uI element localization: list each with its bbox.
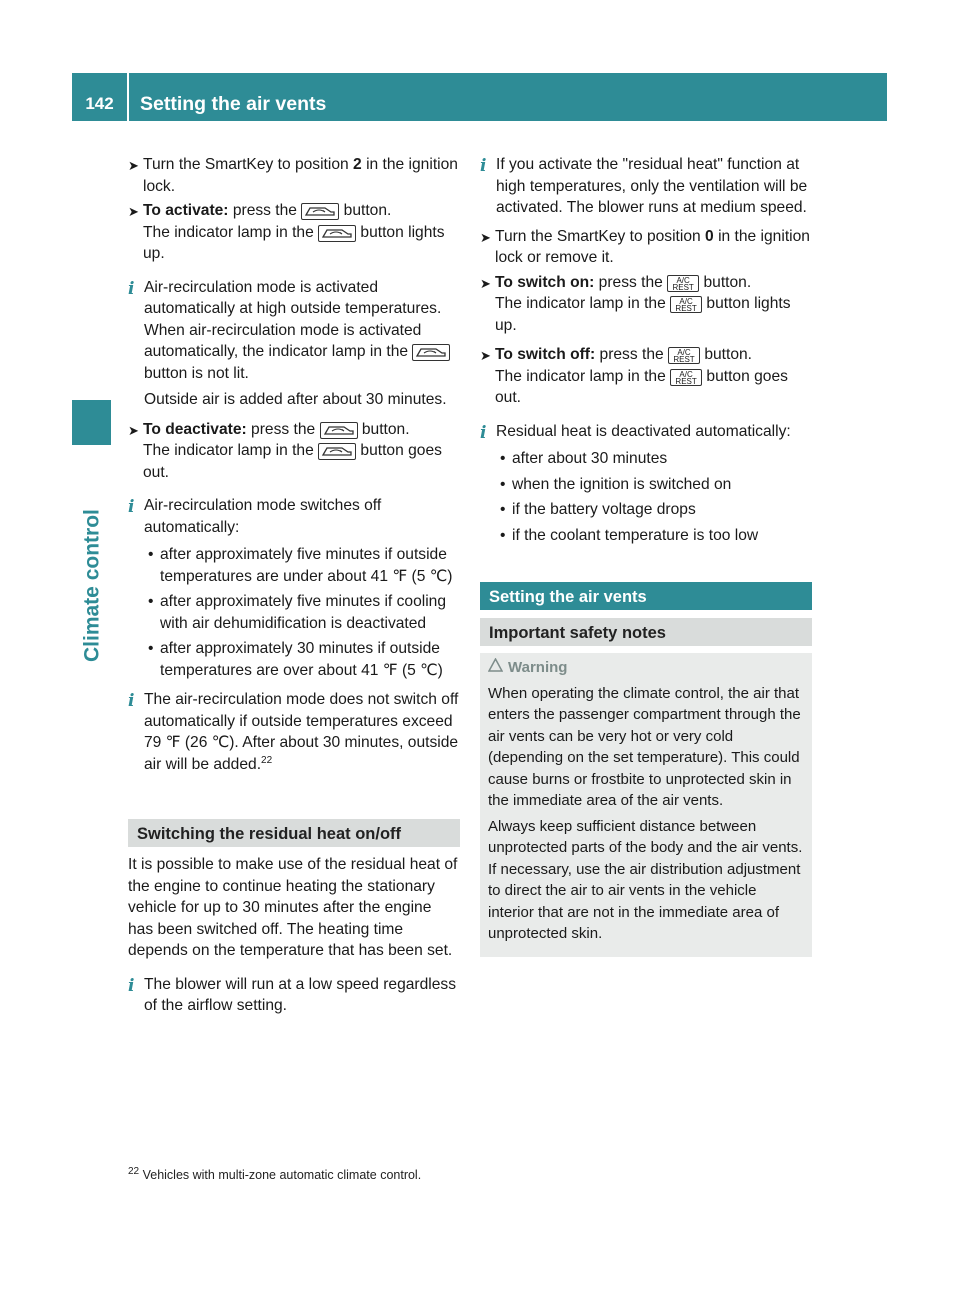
chapter-tab-label: Climate control <box>79 509 103 662</box>
ac-rest-button-icon: A/C REST <box>670 296 702 313</box>
step-turn-key-0: ➤ Turn the SmartKey to position 0 in the ignition lock or remove it. <box>480 227 810 266</box>
warning-text: When operating the climate control, the air that enters the passenger compartment through the air vents can be very hot or very cold (depending on the set temperature). This could cause burns or frostbite to unprotected skin in the immediate area of the air vents. <box>488 684 801 809</box>
info-note-blower: i The blower will run at a low speed regardless of the airflow setting. <box>128 975 457 1014</box>
recirculation-button-icon <box>318 443 356 460</box>
info-icon: i <box>128 497 135 517</box>
right-column <box>480 154 812 957</box>
recirculation-button-icon <box>301 203 339 220</box>
header-divider <box>127 73 129 121</box>
arrow-icon: ➤ <box>128 422 139 438</box>
recirculation-button-icon <box>412 344 450 361</box>
warning-box <box>480 653 812 957</box>
page-title: Setting the air vents <box>140 93 327 115</box>
residual-off-list <box>496 448 812 546</box>
arrow-icon: ➤ <box>480 229 491 245</box>
side-marker <box>72 400 111 445</box>
info-note-residual-off: i Residual heat is deactivated automatically: • after about 30 minutes • when the ignition is switched on • if the battery voltage drops • if the coolant temperature is too low <box>480 421 812 547</box>
ac-rest-button-icon: A/C REST <box>668 347 700 364</box>
info-icon: i <box>480 422 487 443</box>
recirculation-button-icon <box>320 422 358 439</box>
info-icon: i <box>128 691 135 711</box>
warning-text: Always keep sufficient distance between unprotected parts of the body and the air vents. If necessary, use the air distribution adjustment to direct the air to air vents in the vehicle interior that are not in the immediate area of unprotected skin. <box>488 817 803 942</box>
section-heading-air-vents: Setting the air vents <box>480 582 812 610</box>
page-header <box>72 73 887 121</box>
step-switch-off: ➤ To switch off: press the A/C REST button. The indicator lamp in the A/C REST button goes out. <box>480 346 788 406</box>
list-item: • if the coolant temperature is too low <box>496 525 812 547</box>
list-item: • after approximately five minutes if cooling with air dehumidification is deactivated <box>144 591 460 634</box>
auto-off-list <box>144 544 460 681</box>
footnote: $^{22}$ Vehicles with multi-zone automatic climate control. <box>128 1165 422 1182</box>
subheading-safety-notes: Important safety notes <box>480 618 812 646</box>
arrow-icon: ➤ <box>480 348 491 363</box>
list-item: • when the ignition is switched on <box>496 474 812 496</box>
info-note-high-temp: i The air-recirculation mode does not switch off automatically if outside temperatures exceed 79 ℉ (26 ℃). After about 30 minutes, outside air will be added.$^{22}$ <box>128 691 459 773</box>
ac-rest-button-icon: A/C REST <box>670 369 702 386</box>
info-icon: i <box>480 156 487 176</box>
recirculation-button-icon <box>318 225 356 242</box>
info-icon: i <box>128 278 135 299</box>
section-heading-residual-heat: Switching the residual heat on/off <box>128 819 460 847</box>
list-item: • after approximately five minutes if outside temperatures are under about 41 ℉ (5 ℃) <box>144 544 460 587</box>
list-item: • if the battery voltage drops <box>496 499 812 521</box>
info-note-residual-high-temp: i If you activate the "residual heat" function at high temperatures, only the ventilation will be activated. The blower runs at medium speed. <box>480 156 808 216</box>
chapter-tab <box>72 462 111 662</box>
info-icon: i <box>128 975 135 996</box>
step-switch-on: ➤ To switch on: press the A/C REST button. The indicator lamp in the A/C REST button lights up. <box>480 273 791 334</box>
step-deactivate: ➤ To deactivate: press the button. The indicator lamp in the button goes out. <box>128 420 442 481</box>
list-item: • after approximately 30 minutes if outside temperatures are over about 41 ℉ (5 ℃) <box>144 638 460 681</box>
info-note-auto-activate: i Air-recirculation mode is activated automatically at high outside temperatures. When air-recirculation mode is activated automatically, the indicator lamp in the button is not lit. Outside air is added after about 30 minutes. <box>128 277 460 411</box>
arrow-icon: ➤ <box>128 158 139 173</box>
step-turn-key: ➤ Turn the SmartKey to position 2 in the ignition lock. <box>128 156 458 195</box>
info-note-auto-off: i Air-recirculation mode switches off automatically: • after approximately five minutes if outside temperatures are under about 41 ℉ (5 ℃) • after approximately five minutes if cooling with air dehumidification is deactivated • after approximately 30 minutes if outside temperatures are over about 41 ℉ (5 ℃) <box>128 495 460 681</box>
warning-title: Warning <box>488 657 804 679</box>
page-number: 142 <box>85 94 114 113</box>
list-item: • after about 30 minutes <box>496 448 812 470</box>
left-column <box>128 154 460 1022</box>
warning-triangle-icon <box>488 657 503 679</box>
ac-rest-button-icon: A/C REST <box>667 275 699 292</box>
arrow-icon: ➤ <box>480 275 491 291</box>
arrow-icon: ➤ <box>128 204 139 219</box>
step-activate: ➤ To activate: press the button. The indicator lamp in the button lights up. <box>128 202 445 262</box>
footnote-ref[interactable]: 22 <box>261 754 273 766</box>
residual-heat-body: It is possible to make use of the residual heat of the engine to continue heating the stationary vehicle for up to 30 minutes after the engine has been switched off. The heating time depends on the temperature that has been set. <box>128 856 458 959</box>
